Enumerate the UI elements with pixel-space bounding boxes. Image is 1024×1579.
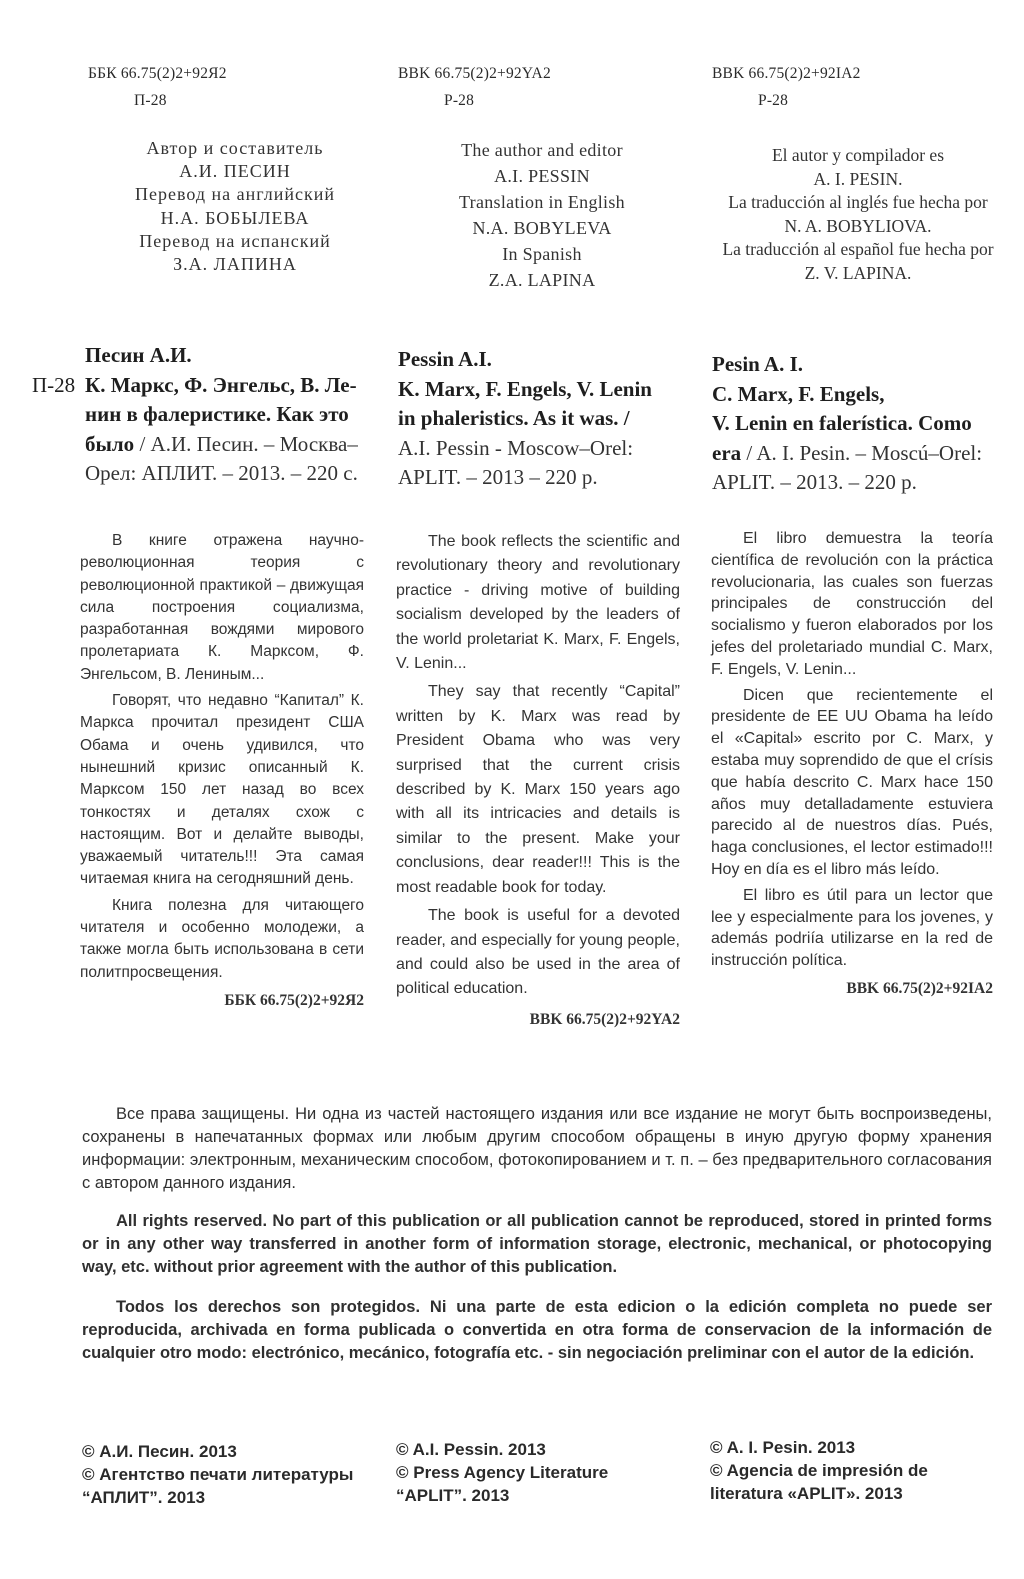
credit-line: In Spanish <box>502 244 582 264</box>
biblio-title: было <box>85 431 135 456</box>
biblio-title: era <box>712 440 742 465</box>
abstract-paragraph: El libro demuestra la teoría científica de revolución con la práctica revolucionaria, las cuales son fuerzas principales de construcción del socialismo y fueron elaborados por los jefes del proletariado mundial C. Marx, F. Engels, V. Lenin... <box>711 530 993 678</box>
rights-notice-es <box>82 1296 992 1365</box>
biblio-imprint: / А.И. Песин. – Москва– <box>134 431 358 456</box>
biblio-author: Песин А.И. <box>85 343 192 367</box>
biblio-imprint: / A. I. Pesin. – Moscú–Orel: <box>741 440 983 465</box>
bbk-code: ББК 66.75(2)2+92Я2 <box>88 65 227 82</box>
author-mark: P-28 <box>444 92 475 109</box>
copyright-line: “АПЛИТ”. 2013 <box>82 1488 206 1507</box>
bbk-code-ru <box>88 60 227 114</box>
author-mark: П-28 <box>134 92 167 109</box>
credit-line: Автор и составитель <box>146 138 324 158</box>
biblio-title: K. Marx, F. Engels, V. Lenin <box>398 376 652 401</box>
biblio-title: C. Marx, F. Engels, <box>712 381 885 406</box>
biblio-record-ru <box>85 341 370 489</box>
credit-line: N.A. BOBYLEVA <box>472 218 612 238</box>
bbk-code-en <box>398 60 551 114</box>
biblio-author: Pessin A.I. <box>398 347 492 371</box>
credit-line: А.И. ПЕСИН <box>179 161 291 182</box>
copyright-line: © А.И. Песин. 2013 <box>82 1442 237 1461</box>
abstract-paragraph: The book is useful for a devoted reader, and especially for young people, and could also be used in the area of political education. <box>396 907 680 998</box>
biblio-author: Pesin A. I. <box>712 352 804 376</box>
copyright-es <box>710 1436 1010 1505</box>
credit-line: El autor y compilador es <box>771 145 945 165</box>
biblio-title: in phaleristics. As it was. / <box>398 406 630 430</box>
copyright-line: © A.I. Pessin. 2013 <box>396 1440 546 1459</box>
author-mark-left: П-28 <box>32 373 76 397</box>
copyright-line: literatura «APLIT». 2013 <box>710 1484 903 1503</box>
copyright-line: © A. I. Pesin. 2013 <box>710 1438 856 1457</box>
credits-es <box>698 144 1018 286</box>
author-mark: P-28 <box>758 92 789 109</box>
copyright-en <box>396 1438 696 1507</box>
biblio-title: К. Маркс, Ф. Энгельс, В. Ле- <box>85 372 357 397</box>
abstract-paragraph: El libro es útil para un lector que lee y especialmente para los jovenes, y además podriía utilizarse en la red de instrucción política. <box>711 886 993 970</box>
abstract-code: BBK 66.75(2)2+92YA2 <box>529 1010 680 1028</box>
credit-line: A.I. PESSIN <box>494 166 590 186</box>
rights-text: All rights reserved. No part of this publication or all publication cannot be reproduced, stored in printed forms or in any other way transferred in another form of information storage, electronic, mechanical, or photocopying way, etc. without prior agreement with the author of this publication. <box>82 1212 992 1276</box>
bbk-code: BBK 66.75(2)2+92IA2 <box>712 65 861 82</box>
credit-line: Н.А. БОБЫЛЕВА <box>160 207 310 228</box>
biblio-title: нин в фалеристике. Как это <box>85 402 349 426</box>
copyright-line: © Press Agency Literature <box>396 1463 609 1482</box>
abstract-paragraph: Dicen que recientemente el presidente de EE UU Obama ha leído el «Capital» escrito por C. Marx, y estaba muy soprendido de que el crísis que había descrito C. Marx hace 150 años muy detalladamente estuviera parecido al de nuestros días. Pués, haga conclusiones, el lector estimado!!! Hoy en día es el libro más leído. <box>711 686 993 878</box>
biblio-imprint: APLIT. – 2013. – 220 p. <box>712 470 917 494</box>
biblio-record-en <box>398 345 688 493</box>
biblio-title: V. Lenin en falerística. Como <box>712 411 972 435</box>
copyright-line: © Агентство печати литературы <box>82 1465 354 1484</box>
copyright-ru <box>82 1440 382 1509</box>
credits-ru <box>100 137 370 276</box>
abstract-en <box>396 530 680 1032</box>
abstract-paragraph: The book reflects the scientific and revolutionary theory and revolutionary practice - driving motive of building socialism developed by the leaders of the world proletariat K. Marx, F. Engels, V. Lenin... <box>396 533 680 673</box>
bbk-code: BBK 66.75(2)2+92YA2 <box>398 65 551 82</box>
credit-line: З.А. ЛАПИНА <box>173 254 297 275</box>
credit-line: La traducción al inglés fue hecha por <box>728 192 988 213</box>
abstract-ru <box>80 530 364 1012</box>
rights-text: Todos los derechos son protegidos. Ni una parte de esta edicion o la edición completa no puede ser reproducida, archivada en forma publicada o convertida en otra forma de conservacion de la información de cualquier otro modo: electrónico, mecánico, fotografía etc. - sin negociación preliminar con el autor de la edición. <box>82 1298 992 1362</box>
credit-line: Z.A. LAPINA <box>488 270 596 290</box>
abstract-paragraph: В книге отражена научно-революционная теория с революционной практикой – движущая сила построения социализма, разработанная вождями мирового пролетариата К. Марксом, Ф. Энгельсом, В. Лениным... <box>80 532 364 683</box>
biblio-imprint: Орел: АПЛИТ. – 2013. – 220 с. <box>85 461 358 485</box>
biblio-imprint: APLIT. – 2013 – 220 p. <box>398 465 598 489</box>
abstract-paragraph: Книга полезна для читающего читателя и особенно молодежи, а также могла быть использована в сети политпросвещения. <box>80 896 364 981</box>
abstract-paragraph: They say that recently “Capital” written by K. Marx was read by President Obama who was very surprised that the current crisis described by K. Marx 150 years ago with all its intricacies and details is similar to the present. Make your conclusions, dear reader!!! This is the most readable book for today. <box>396 683 680 896</box>
credit-line: A. I. PESIN. <box>813 168 903 189</box>
rights-notice-ru <box>82 1103 992 1195</box>
credit-line: The author and editor <box>461 140 623 160</box>
bbk-code-es <box>712 60 861 114</box>
credits-en <box>412 137 672 293</box>
credit-line: N. A. BOBYLIOVA. <box>784 215 932 236</box>
credit-line: Translation in English <box>459 192 625 212</box>
copyright-line: © Agencia de impresión de <box>710 1461 928 1480</box>
rights-notice-en <box>82 1210 992 1279</box>
abstract-code: ББК 66.75(2)2+92Я2 <box>224 991 364 1009</box>
abstract-paragraph: Говорят, что недавно “Капитал” К. Маркса прочитал президент США Обама и очень удивился, что нынешний кризис описанный К. Марксом 150 лет назад во всех тонкостях и деталях схож с настоящим. Вот и делайте выводы, уважаемый читатель!!! Эта самая читаемая книга на сегодняшний день. <box>80 692 364 888</box>
rights-text: Все права защищены. Ни одна из частей настоящего издания или все издание не могут быть воспроизведены, сохранены в напечатанных формах или любым другим способом обращены в иную другую форму хранения информации: электронным, механическим способом, фотокопированием и т. п. – без предварительного согласования с автором данного издания. <box>82 1105 992 1192</box>
abstract-code: BBK 66.75(2)2+92IA2 <box>846 979 993 997</box>
credit-line: La traducción al español fue hecha por <box>722 239 994 260</box>
credit-line: Перевод на английский <box>135 184 335 205</box>
biblio-record-es <box>712 350 1002 498</box>
copyright-line: “APLIT”. 2013 <box>396 1486 510 1505</box>
biblio-imprint: A.I. Pessin - Moscow–Orel: <box>398 435 634 460</box>
credit-line: Перевод на испанский <box>139 230 331 251</box>
credit-line: Z. V. LAPINA. <box>804 262 912 283</box>
abstract-es <box>711 528 993 1000</box>
